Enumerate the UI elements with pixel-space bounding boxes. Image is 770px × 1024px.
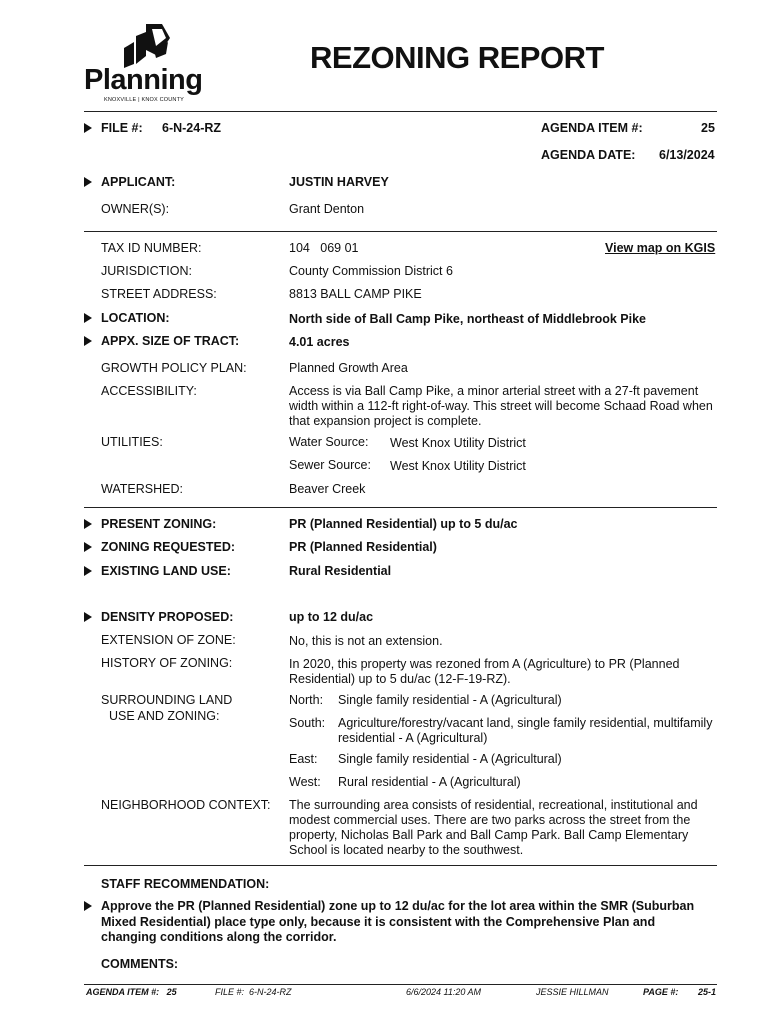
tract-size-label: APPX. SIZE OF TRACT: — [101, 334, 240, 348]
planning-logo — [84, 20, 203, 105]
bullet-arrow-icon — [84, 542, 92, 552]
east-label: East: — [289, 752, 318, 766]
logo-wordmark: Planning — [84, 64, 203, 96]
north-label: North: — [289, 693, 324, 707]
growth-policy-label: GROWTH POLICY PLAN: — [101, 361, 247, 375]
file-label: FILE #: — [101, 121, 143, 135]
north-value: Single family residential - A (Agricultural) — [338, 693, 562, 707]
history-of-zoning-label: HISTORY OF ZONING: — [101, 656, 233, 670]
west-label: West: — [289, 775, 321, 789]
bullet-arrow-icon — [84, 336, 92, 346]
logo-subtitle: KNOXVILLE | KNOX COUNTY — [104, 97, 184, 103]
footer-file: FILE #: 6-N-24-RZ — [215, 987, 292, 997]
divider-property — [84, 507, 717, 508]
accessibility-value: Access is via Ball Camp Pike, a minor arterial street with a 27-ft pavement width within a 112-ft right-of-way. This street will become Schaad Road when that expansion project is complete. — [289, 384, 713, 428]
owner-label: OWNER(S): — [101, 202, 170, 216]
extension-of-zone-value: No, this is not an extension. — [289, 634, 443, 648]
divider-top — [84, 111, 717, 112]
tract-size-value: 4.01 acres — [289, 335, 350, 349]
utilities-label: UTILITIES: — [101, 435, 163, 449]
bullet-arrow-icon — [84, 519, 92, 529]
agenda-date-label: AGENDA DATE: — [541, 148, 636, 162]
history-of-zoning-value: In 2020, this property was rezoned from A (Agriculture) to PR (Planned Residential) up to 5 du/ac (12-F-19-RZ). — [289, 657, 680, 686]
bullet-arrow-icon — [84, 612, 92, 622]
watershed-value: Beaver Creek — [289, 482, 366, 496]
zoning-requested-label: ZONING REQUESTED: — [101, 540, 236, 554]
surrounding-label-line1: SURROUNDING LAND — [101, 693, 233, 707]
accessibility-label: ACCESSIBILITY: — [101, 384, 197, 398]
street-address-value: 8813 BALL CAMP PIKE — [289, 287, 422, 301]
divider-applicant — [84, 231, 717, 232]
planning-logo-icon — [110, 20, 180, 70]
staff-recommendation-label: STAFF RECOMMENDATION: — [101, 877, 270, 891]
kgis-map-link[interactable]: View map on KGIS — [605, 241, 716, 255]
divider-footer — [84, 984, 717, 985]
water-source-label: Water Source: — [289, 435, 369, 449]
comments-label: COMMENTS: — [101, 957, 179, 971]
west-value: Rural residential - A (Agricultural) — [338, 775, 521, 789]
density-proposed-label: DENSITY PROPOSED: — [101, 610, 234, 624]
jurisdiction-value: County Commission District 6 — [289, 264, 453, 278]
file-value: 6-N-24-RZ — [162, 121, 222, 135]
neighborhood-context-value: The surrounding area consists of residential, recreational, institutional and modest commercial uses. There are two parks across the street from the property, Nicholas Ball Park and Ball Camp Park. Ball Camp Elementary School is located nearby to the southwest. — [289, 798, 698, 857]
divider-recommendation — [84, 865, 717, 866]
surrounding-label-line2: USE AND ZONING: — [109, 709, 220, 723]
existing-land-use-label: EXISTING LAND USE: — [101, 564, 231, 578]
applicant-value: JUSTIN HARVEY — [289, 175, 389, 189]
present-zoning-value: PR (Planned Residential) up to 5 du/ac — [289, 517, 518, 531]
south-label: South: — [289, 716, 326, 730]
tax-id-label: TAX ID NUMBER: — [101, 241, 202, 255]
agenda-item-value: 25 — [701, 121, 715, 135]
existing-land-use-value: Rural Residential — [289, 564, 392, 578]
jurisdiction-label: JURISDICTION: — [101, 264, 192, 278]
south-value: Agriculture/forestry/vacant land, single family residential, multifamily residential - A (Agricultural) — [338, 716, 713, 745]
applicant-label: APPLICANT: — [101, 175, 176, 189]
bullet-arrow-icon — [84, 123, 92, 133]
staff-recommendation-value: Approve the PR (Planned Residential) zone up to 12 du/ac for the lot area within the SMR (Suburban Mixed Residential) place type only, because it is consistent with the Comprehensive Plan and changing conditions along the corridor. — [101, 899, 695, 944]
neighborhood-context-label: NEIGHBORHOOD CONTEXT: — [101, 798, 271, 812]
location-value: North side of Ball Camp Pike, northeast of Middlebrook Pike — [289, 312, 647, 326]
zoning-requested-value: PR (Planned Residential) — [289, 540, 437, 554]
location-label: LOCATION: — [101, 311, 170, 325]
sewer-source-value: West Knox Utility District — [390, 459, 526, 473]
street-address-label: STREET ADDRESS: — [101, 287, 217, 301]
agenda-date-value: 6/13/2024 — [659, 148, 715, 162]
present-zoning-label: PRESENT ZONING: — [101, 517, 217, 531]
bullet-arrow-icon — [84, 177, 92, 187]
growth-policy-value: Planned Growth Area — [289, 361, 408, 375]
page-title: REZONING REPORT — [310, 40, 604, 75]
bullet-arrow-icon — [84, 313, 92, 323]
footer-datetime: 6/6/2024 11:20 AM — [406, 987, 482, 997]
bullet-arrow-icon — [84, 566, 92, 576]
sewer-source-label: Sewer Source: — [289, 458, 371, 472]
water-source-value: West Knox Utility District — [390, 436, 526, 450]
agenda-item-label: AGENDA ITEM #: — [541, 121, 643, 135]
east-value: Single family residential - A (Agricultural) — [338, 752, 562, 766]
bullet-arrow-icon — [84, 901, 92, 911]
footer-author: JESSIE HILLMAN — [536, 987, 609, 997]
footer-page-label: PAGE #: — [643, 987, 679, 997]
density-proposed-value: up to 12 du/ac — [289, 610, 374, 624]
owner-value: Grant Denton — [289, 202, 365, 216]
tax-id-value: 104 069 01 — [289, 241, 359, 255]
footer-page-value: 25-1 — [698, 987, 717, 997]
watershed-label: WATERSHED: — [101, 482, 183, 496]
extension-of-zone-label: EXTENSION OF ZONE: — [101, 633, 236, 647]
footer-agenda-item: AGENDA ITEM #: 25 — [86, 987, 177, 997]
